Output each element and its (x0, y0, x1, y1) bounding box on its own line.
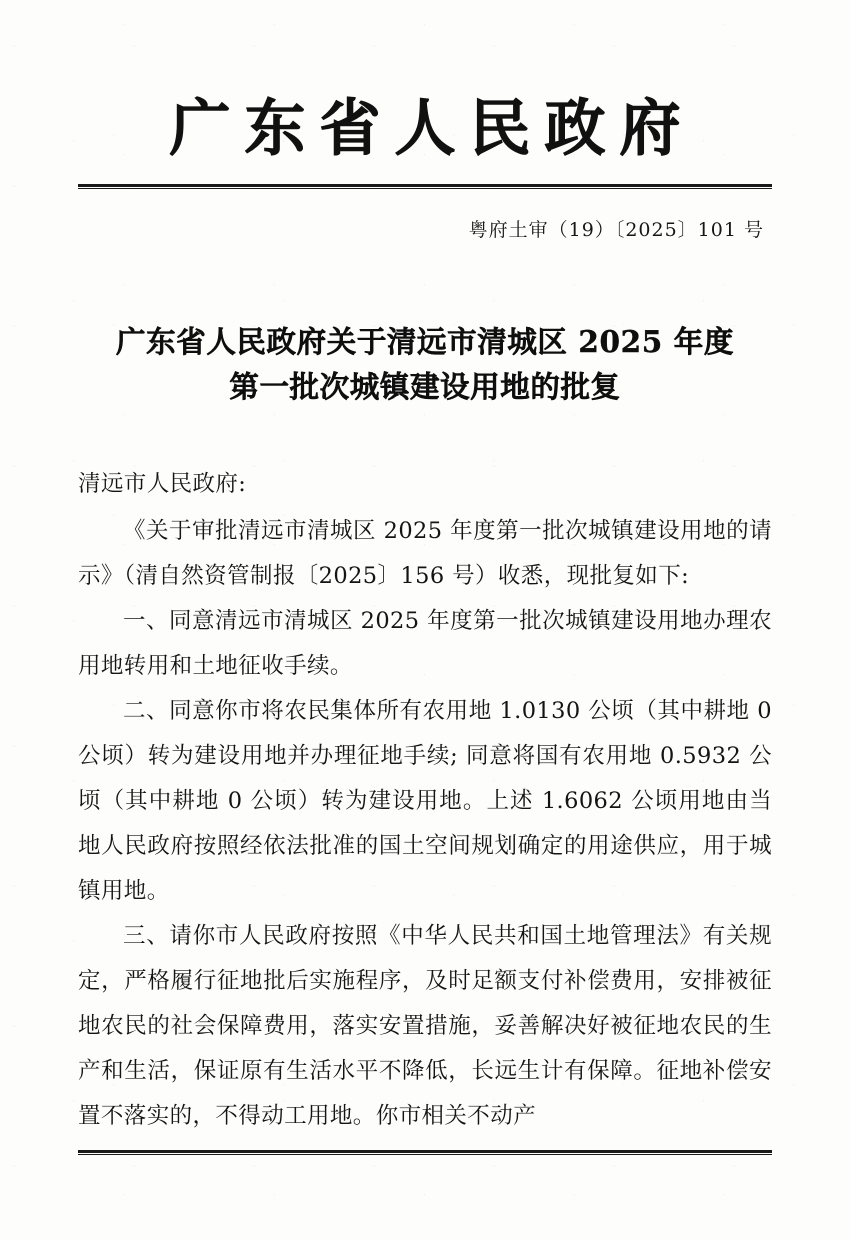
page-title-line-1: 广东省人民政府关于清远市清城区 2025 年度 (116, 323, 734, 359)
document-number-row (78, 215, 772, 242)
body-paragraph-3: 二、同意你市将农民集体所有农用地 1.0130 公顷（其中耕地 0 公顷）转为建设用地并办理征地手续; 同意将国有农用地 0.5932 公顷（其中耕地 0 公顷）转为建设用地。上述 1.6062 公顷用地由当地人民政府按照经依法批准的国土空间规划确定的用途供应，用于城镇用地。 (78, 697, 772, 904)
issuing-authority-title: 广东省人民政府 (169, 93, 695, 164)
body-paragraph-4: 三、请你市人民政府按照《中华人民共和国土地管理法》有关规定，严格履行征地批后实施程序，及时足额支付补偿费用，安排被征地农民的社会保障费用，落实安置措施，妥善解决好被征地农民的生产和生活，保证原有生活水平不降低，长远生计有保障。征地补偿安置不落实的，不得动工用地。你市相关不动产 (78, 922, 772, 1129)
page-title-line-2: 第一批次城镇建设用地的批复 (229, 368, 621, 404)
masthead (78, 0, 772, 162)
footer-divider-rule (78, 1150, 772, 1155)
addressee: 清远市人民政府: (78, 470, 247, 497)
body-paragraph-2: 一、同意清远市清城区 2025 年度第一批次城镇建设用地办理农用地转用和土地征收手续。 (78, 607, 772, 679)
page-title (78, 320, 772, 410)
header-divider-rule (78, 184, 772, 189)
document-number: 粤府土审（19）〔2025〕101 号 (468, 218, 764, 241)
body-paragraph-1: 《关于审批清远市清城区 2025 年度第一批次城镇建设用地的请示》（清自然资管制报〔2025〕156 号）收悉，现批复如下: (78, 517, 772, 589)
document-body (78, 462, 772, 1139)
